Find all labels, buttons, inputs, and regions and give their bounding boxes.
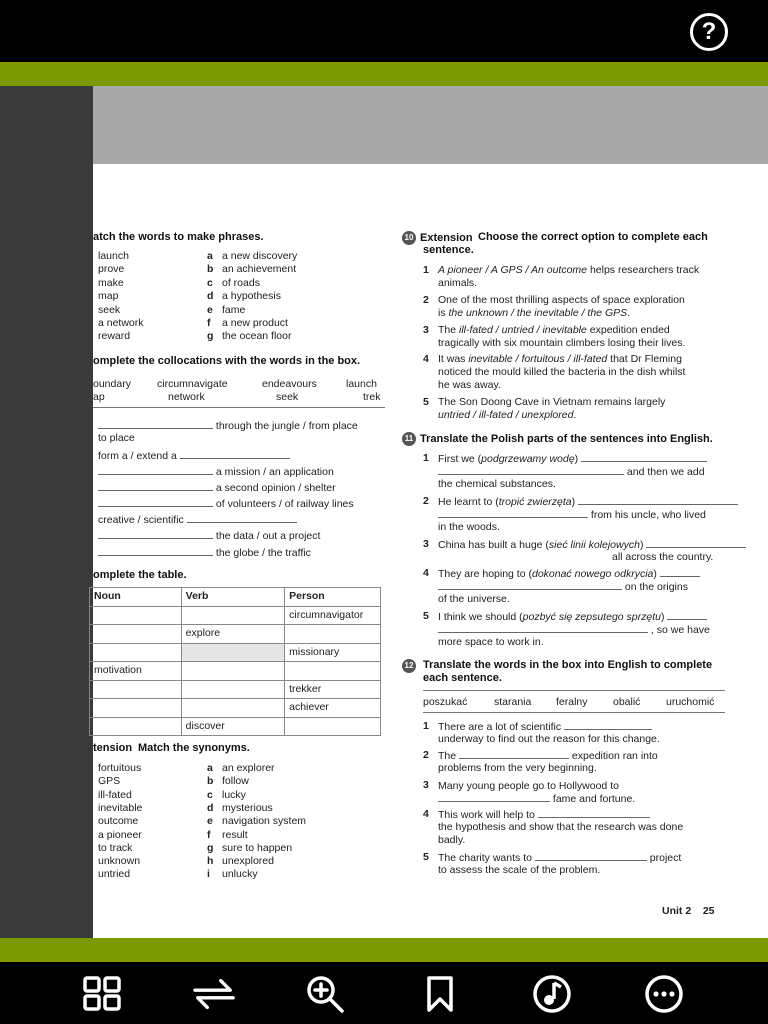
unit-label: Unit 2 xyxy=(662,905,692,917)
exercise-match-phrases-title: atch the words to make phrases. xyxy=(93,231,264,243)
text: He learnt to ( xyxy=(438,496,499,508)
option-letter: e xyxy=(207,815,213,828)
answer-blank[interactable] xyxy=(180,449,290,459)
table-answer-cell[interactable] xyxy=(285,662,381,681)
fill-in-item xyxy=(98,513,297,527)
box-word: seek xyxy=(276,391,299,403)
text: fame and fortune. xyxy=(550,793,636,806)
exercise-number-badge: 10 xyxy=(402,231,416,245)
page-number: 25 xyxy=(702,905,715,917)
item-text: form a / extend a xyxy=(98,450,177,462)
exercise-collocations-title: omplete the collocations with the words in the box. xyxy=(93,355,361,367)
table-row xyxy=(90,606,381,625)
box-divider xyxy=(423,712,725,713)
list-item: inevitable xyxy=(98,801,143,814)
table-cell: trekker xyxy=(285,680,381,699)
sentence-line xyxy=(438,792,635,806)
item-text: of volunteers / of railway lines xyxy=(213,498,354,510)
text: ) xyxy=(574,453,579,465)
table-row xyxy=(90,643,381,662)
option-letter: e xyxy=(207,303,213,316)
list-item: outcome xyxy=(98,815,139,828)
text: , so we have xyxy=(648,624,710,637)
box-word: endeavours xyxy=(262,378,317,390)
text: Many young people go to Hollywood to xyxy=(438,780,622,792)
list-item: follow xyxy=(222,775,249,788)
table-answer-cell[interactable] xyxy=(285,717,381,736)
right-column xyxy=(402,86,732,938)
box-word: launch xyxy=(346,378,377,390)
option-letter: g xyxy=(207,841,214,854)
table-answer-cell[interactable] xyxy=(181,699,284,718)
sentence-line: the chemical substances. xyxy=(438,478,556,491)
table-answer-cell[interactable] xyxy=(90,643,182,662)
answer-blank[interactable] xyxy=(98,465,213,475)
item-number: 2 xyxy=(423,495,429,507)
list-item: navigation system xyxy=(222,815,307,828)
answer-blank[interactable] xyxy=(98,481,213,491)
answer-blank[interactable] xyxy=(459,749,569,759)
exercise-11-title: 11 Translate the Polish parts of the sentences into English. xyxy=(402,432,713,446)
answer-blank[interactable] xyxy=(98,497,213,507)
fill-in-item xyxy=(98,449,290,463)
sentence-line: The ill-fated / untried / inevitable expedition ended xyxy=(438,324,670,336)
table-cell: explore xyxy=(181,625,284,644)
more-icon[interactable] xyxy=(642,972,686,1016)
exercise-number-badge: 12 xyxy=(402,659,416,673)
item-text: creative / scientific xyxy=(98,514,184,526)
list-item: a pioneer xyxy=(98,828,142,841)
audio-icon[interactable] xyxy=(530,972,574,1016)
item-text: to place xyxy=(98,432,135,444)
box-word: circumnavigate xyxy=(157,378,228,390)
sentence-line: problems from the very beginning. xyxy=(438,762,597,775)
list-item: of roads xyxy=(222,276,260,289)
answer-blank[interactable] xyxy=(438,580,622,590)
option-letter: i xyxy=(207,868,210,881)
answer-blank[interactable] xyxy=(578,495,738,505)
table-row xyxy=(90,680,381,699)
table-row xyxy=(90,662,381,681)
answer-blank[interactable] xyxy=(438,508,588,518)
text: I think we should ( xyxy=(438,611,523,623)
exercise-12-title xyxy=(402,659,420,673)
item-text: a second opinion / shelter xyxy=(213,482,336,494)
answer-blank[interactable] xyxy=(564,720,652,730)
option-letter: a xyxy=(207,250,213,262)
list-item: fortuitous xyxy=(98,762,142,774)
left-column xyxy=(93,86,393,938)
item-number: 4 xyxy=(423,353,429,365)
list-item: a new discovery xyxy=(222,250,298,262)
table-answer-cell[interactable] xyxy=(181,606,284,625)
sentence-line: animals. xyxy=(438,277,478,290)
list-item: a new product xyxy=(222,317,288,329)
sentence-line: A pioneer / A GPS / An outcome helps researchers track xyxy=(438,264,700,276)
box-divider xyxy=(423,690,725,691)
item-number: 3 xyxy=(423,324,429,336)
text: and then we add xyxy=(624,466,705,479)
text: project xyxy=(646,852,682,864)
list-item: reward xyxy=(98,330,131,343)
answer-blank[interactable] xyxy=(667,610,707,620)
table-answer-cell[interactable] xyxy=(181,680,284,699)
page-footer xyxy=(662,905,715,918)
table-row xyxy=(90,717,381,736)
text: on the origins xyxy=(622,581,688,594)
option-letter: b xyxy=(207,263,214,276)
text: ) xyxy=(639,539,644,551)
table-answer-cell[interactable] xyxy=(90,606,182,625)
fill-in-item xyxy=(98,419,358,433)
exercise-10-title: 10 Extension xyxy=(402,231,476,245)
fill-in-item xyxy=(98,546,311,560)
box-word: network xyxy=(168,391,205,403)
answer-blank[interactable] xyxy=(646,538,746,548)
text: This work will help to xyxy=(438,809,538,821)
text: ) xyxy=(660,611,665,623)
box-word: obalić xyxy=(613,696,641,708)
option-letter: a xyxy=(207,762,213,774)
table-answer-cell[interactable] xyxy=(90,699,182,718)
exercise-table-title: omplete the table. xyxy=(93,569,187,581)
sentence-line: more space to work in. xyxy=(438,636,544,649)
box-word: uruchomić xyxy=(666,696,715,708)
item-number: 5 xyxy=(423,851,429,863)
list-item: result xyxy=(222,828,248,841)
text: expedition ran into xyxy=(569,750,658,762)
sentence-line: is the unknown / the inevitable / the GPS. xyxy=(438,307,631,320)
item-number: 3 xyxy=(423,538,429,550)
exercise-10-title-text: sentence. xyxy=(423,244,474,256)
sentence-line: untried / ill-fated / unexplored. xyxy=(438,409,577,422)
polish-phrase: podgrzewamy wodę xyxy=(481,453,575,465)
item-text: a mission / an application xyxy=(213,466,334,478)
list-item: unexplored xyxy=(222,855,274,868)
polish-phrase: tropić zwierzęta xyxy=(498,496,572,508)
option-letter: b xyxy=(207,775,214,788)
exercise-10-title-text: Choose the correct option to complete each xyxy=(478,231,708,243)
item-number: 5 xyxy=(423,610,429,622)
item-number: 2 xyxy=(423,749,429,761)
option-letter: c xyxy=(207,276,213,289)
item-text: the globe / the traffic xyxy=(213,547,311,559)
option-letter: f xyxy=(207,828,211,841)
help-button[interactable]: ? xyxy=(690,13,728,51)
item-text: through the jungle / from place xyxy=(213,420,358,432)
fill-in-item xyxy=(98,481,336,495)
answer-blank[interactable] xyxy=(438,465,624,475)
answer-blank[interactable] xyxy=(98,546,213,556)
box-word: ap xyxy=(93,391,105,403)
table-header-cell: Person xyxy=(285,588,381,607)
option-letter: d xyxy=(207,290,214,303)
page-spine-shadow xyxy=(0,86,93,938)
table-cell: missionary xyxy=(285,643,381,662)
item-number: 4 xyxy=(423,808,429,820)
swap-icon[interactable] xyxy=(192,972,236,1016)
answer-blank[interactable] xyxy=(535,851,647,861)
grid-icon[interactable] xyxy=(80,972,124,1016)
sentence-line: to assess the scale of the problem. xyxy=(438,864,601,877)
table-answer-cell[interactable] xyxy=(90,625,182,644)
item-number: 1 xyxy=(423,720,429,732)
list-item: to track xyxy=(98,841,133,854)
box-divider xyxy=(93,407,385,408)
sentence-line: in the woods. xyxy=(438,521,500,534)
list-item: a network xyxy=(98,317,144,329)
textbook-page[interactable] xyxy=(0,86,768,938)
table-row xyxy=(90,625,381,644)
sentence-line: One of the most thrilling aspects of space exploration xyxy=(438,294,685,306)
table-header-row xyxy=(90,588,381,607)
table-cell: circumnavigator xyxy=(285,606,381,625)
box-word: trek xyxy=(363,391,381,403)
item-text: the data / out a project xyxy=(213,530,321,542)
list-item: ill-fated xyxy=(98,788,132,801)
text: First we ( xyxy=(438,453,482,465)
answer-blank[interactable] xyxy=(581,452,707,462)
text: from his uncle, who lived xyxy=(588,509,706,522)
list-item: GPS xyxy=(98,775,121,788)
sentence-line: he was away. xyxy=(438,379,501,392)
table-answer-cell[interactable] xyxy=(285,625,381,644)
polish-phrase: dokonać nowego odkrycia xyxy=(531,568,654,580)
bottom-toolbar xyxy=(0,962,768,1024)
zoom-in-icon[interactable] xyxy=(304,972,348,1016)
fill-in-item xyxy=(98,529,320,543)
sentence-line: It was inevitable / fortuitous / ill-fated that Dr Fleming xyxy=(438,353,682,365)
top-accent-stripe xyxy=(0,62,768,86)
table-header-cell: Verb xyxy=(181,588,284,607)
text: ) xyxy=(571,496,576,508)
polish-phrase: sieć linii kolejowych xyxy=(548,539,640,551)
item-number: 2 xyxy=(423,294,429,306)
box-word: feralny xyxy=(556,696,588,708)
answer-blank[interactable] xyxy=(538,808,650,818)
text: The charity wants to xyxy=(438,852,535,864)
table-answer-cell[interactable] xyxy=(181,662,284,681)
text: China has built a huge ( xyxy=(438,539,549,551)
text: The xyxy=(438,750,460,762)
item-number: 1 xyxy=(423,264,429,276)
list-item: an explorer xyxy=(222,762,275,774)
list-item: make xyxy=(98,276,124,289)
list-item: a hypothesis xyxy=(222,290,281,303)
list-item: lucky xyxy=(222,788,246,801)
answer-blank[interactable] xyxy=(438,792,550,802)
option-letter: h xyxy=(207,855,214,868)
list-item: the ocean floor xyxy=(222,330,292,343)
box-word: poszukać xyxy=(423,696,468,708)
word-form-table xyxy=(89,587,381,736)
option-letter: g xyxy=(207,330,214,343)
sentence-line: of the universe. xyxy=(438,593,510,606)
sentence-line: the hypothesis and show that the research was done xyxy=(438,821,684,834)
table-answer-cell[interactable] xyxy=(90,680,182,699)
answer-blank[interactable] xyxy=(98,529,213,539)
item-number: 3 xyxy=(423,779,429,791)
answer-blank[interactable] xyxy=(660,567,700,577)
exercise-12-title-text: each sentence. xyxy=(423,672,502,684)
polish-phrase: pozbyć się zepsutego sprzętu xyxy=(522,611,661,623)
bottom-accent-stripe xyxy=(0,938,768,962)
exercise-12-title-text: Translate the words in the box into English to complete xyxy=(423,659,713,671)
option-letter: d xyxy=(207,801,214,814)
list-item: sure to happen xyxy=(222,841,293,854)
table-header-cell: Noun xyxy=(90,588,182,607)
item-number: 5 xyxy=(423,396,429,408)
sentence-line xyxy=(612,551,713,564)
exercise-number-badge: 11 xyxy=(402,432,416,446)
box-word: oundary xyxy=(93,378,131,390)
sentence-line: The Son Doong Cave in Vietnam remains largely xyxy=(438,396,666,408)
table-answer-cell[interactable] xyxy=(90,717,182,736)
list-item: seek xyxy=(98,303,121,316)
fill-in-item xyxy=(98,465,334,479)
list-item: unknown xyxy=(98,855,141,868)
text: all across the country. xyxy=(612,551,714,564)
option-letter: f xyxy=(207,317,211,329)
item-number: 1 xyxy=(423,452,429,464)
box-word: starania xyxy=(494,696,532,708)
option-letter: c xyxy=(207,788,213,801)
list-item: prove xyxy=(98,263,125,276)
text: There are a lot of scientific xyxy=(438,721,565,733)
answer-blank[interactable] xyxy=(98,419,213,429)
sentence-line: tragically with six mountain climbers losing their lives. xyxy=(438,337,686,350)
list-item: map xyxy=(98,290,119,303)
sentence-line: badly. xyxy=(438,834,466,847)
fill-in-item xyxy=(98,497,354,511)
list-item: an achievement xyxy=(222,263,297,276)
exercise-synonyms-title: tension Match the synonyms. xyxy=(93,742,250,754)
list-item: mysterious xyxy=(222,801,273,814)
table-cell: achiever xyxy=(285,699,381,718)
list-item: unlucky xyxy=(222,868,258,881)
sentence-line: noticed the mould killed the bacteria in the dish whilst xyxy=(438,366,686,379)
text: ) xyxy=(653,568,657,580)
fill-in-item xyxy=(98,432,135,445)
answer-blank[interactable] xyxy=(187,513,297,523)
top-toolbar xyxy=(0,0,768,62)
item-number: 4 xyxy=(423,567,429,579)
list-item: launch xyxy=(98,250,129,262)
table-answer-cell[interactable] xyxy=(181,643,284,662)
table-row xyxy=(90,699,381,718)
bookmark-icon[interactable] xyxy=(418,972,462,1016)
table-cell: discover xyxy=(181,717,284,736)
list-item: untried xyxy=(98,868,131,881)
text: They are hoping to ( xyxy=(438,568,532,580)
answer-blank[interactable] xyxy=(438,623,648,633)
table-cell: motivation xyxy=(90,662,182,681)
list-item: fame xyxy=(222,303,246,316)
sentence-line: underway to find out the reason for this change. xyxy=(438,733,660,746)
